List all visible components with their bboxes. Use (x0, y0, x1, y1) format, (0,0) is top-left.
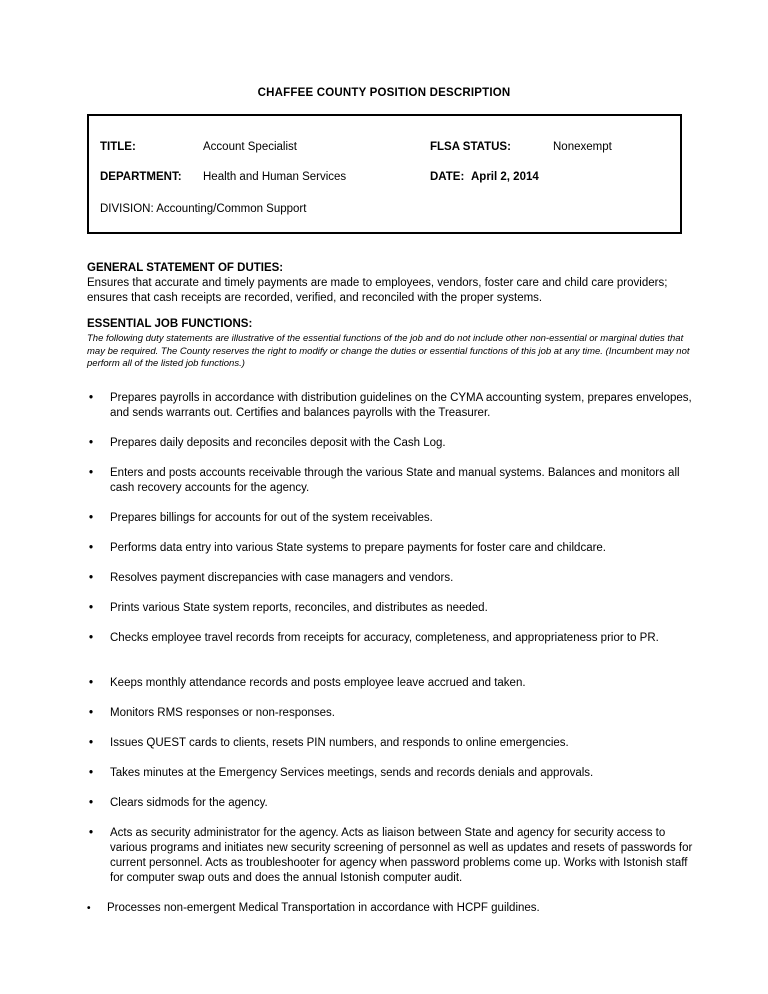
date-value: April 2, 2014 (471, 171, 539, 183)
bullet-icon: • (89, 437, 94, 449)
list-item-text: Checks employee travel records from receipts for accuracy, completeness, and appropriateness prior to PR. (110, 632, 659, 644)
list-item-text: Clears sidmods for the agency. (110, 797, 268, 809)
list-item-text: Keeps monthly attendance records and posts employee leave accrued and taken. (110, 677, 526, 689)
bullet-icon: • (89, 542, 94, 554)
list-item-text: Acts as security administrator for the agency. Acts as liaison between State and agency for security access to various programs and initiates new security screening of personnel as well as updates and resets of passwords for current personnel. Acts as troubleshooter for agency when password problems come up. Works with Istonish staff for computer swap outs and does the annual Istonish computer audit. (110, 827, 693, 884)
bullet-icon: • (89, 572, 94, 584)
bullet-icon: • (89, 467, 94, 479)
bullet-icon: • (89, 392, 94, 404)
list-item-text: Monitors RMS responses or non-responses. (110, 707, 335, 719)
division-line: DIVISION: Accounting/Common Support (100, 203, 307, 215)
list-item-text: Processes non-emergent Medical Transportation in accordance with HCPF guildines. (107, 902, 540, 914)
flsa-status-label: FLSA STATUS: (430, 141, 511, 153)
general-statement-text: Ensures that accurate and timely payments are made to employees, vendors, foster care and child care providers; ensures that cash receipts are recorded, verified, and reconciled with the proper systems. (87, 277, 668, 304)
title-label: TITLE: (100, 141, 136, 153)
list-item-text: Prepares daily deposits and reconciles deposit with the Cash Log. (110, 437, 446, 449)
date-label: DATE: (430, 171, 465, 183)
flsa-status-value: Nonexempt (553, 141, 612, 153)
list-item-text: Performs data entry into various State systems to prepare payments for foster care and childcare. (110, 542, 607, 554)
list-item-text: Prepares payrolls in accordance with distribution guidelines on the CYMA accounting system, prepares envelopes, and sends warrants out. Certifies and balances payrolls with the Treasurer. (110, 392, 692, 419)
list-item-text: Takes minutes at the Emergency Services meetings, sends and records denials and approvals. (110, 767, 594, 779)
bullet-icon: • (89, 737, 94, 749)
general-statement-heading: GENERAL STATEMENT OF DUTIES: (87, 262, 284, 274)
page-title: CHAFFEE COUNTY POSITION DESCRIPTION (257, 87, 511, 99)
bullet-icon: • (87, 903, 91, 914)
list-item-text: Issues QUEST cards to clients, resets PIN numbers, and responds to online emergencies. (110, 737, 569, 749)
essential-functions-heading: ESSENTIAL JOB FUNCTIONS: (87, 318, 253, 330)
bullet-icon: • (89, 677, 94, 689)
department-value: Health and Human Services (203, 171, 347, 183)
bullet-icon: • (89, 632, 94, 644)
list-item-text: Prepares billings for accounts for out of the system receivables. (110, 512, 433, 524)
bullet-icon: • (89, 707, 94, 719)
department-label: DEPARTMENT: (100, 171, 182, 183)
title-value: Account Specialist (203, 141, 297, 153)
bullet-icon: • (89, 767, 94, 779)
bullet-icon: • (89, 602, 94, 614)
bullet-icon: • (89, 827, 94, 839)
list-item-text: Enters and posts accounts receivable through the various State and manual systems. Balances and monitors all cash recovery accounts for the agency. (110, 467, 680, 494)
list-item-text: Prints various State system reports, reconciles, and distributes as needed. (110, 602, 488, 614)
position-info-box (87, 114, 682, 234)
bullet-icon: • (89, 512, 94, 524)
list-item-text: Resolves payment discrepancies with case managers and vendors. (110, 572, 454, 584)
essential-functions-note: The following duty statements are illustrative of the essential functions of the job and do not include other non-essential or marginal duties that may be required. The County reserves the right to modify or change the duties or essential functions of this job at any time. (Incumbent may not perform all of the listed job functions.) (87, 333, 690, 369)
bullet-icon: • (89, 797, 94, 809)
